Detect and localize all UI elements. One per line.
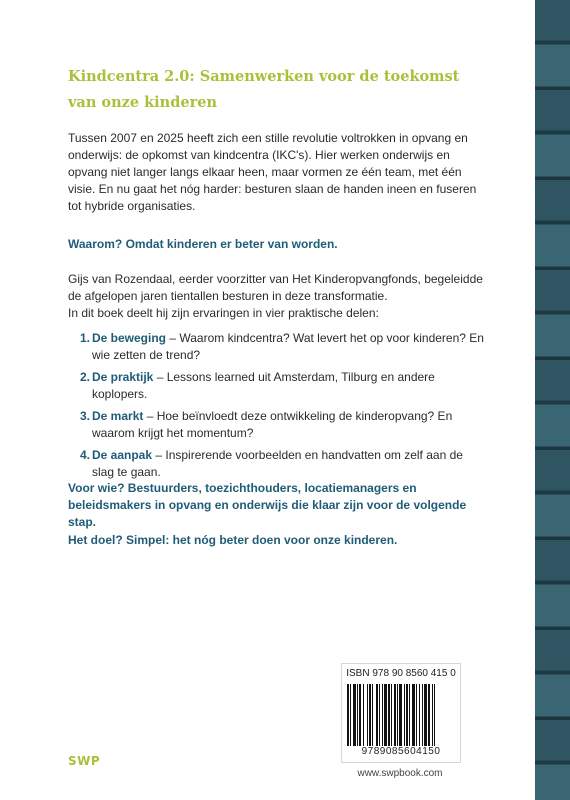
barcode-bar (397, 684, 398, 746)
barcode-bar (359, 684, 361, 746)
book-title-line-2: van onze kinderen (68, 94, 218, 111)
barcode-bar (369, 684, 371, 746)
barcode-bar (379, 684, 380, 746)
list-item (68, 369, 488, 403)
barcode-bar (409, 684, 410, 746)
website-url: www.swpbook.com (357, 768, 443, 779)
barcode-bar (406, 684, 408, 746)
list-text: – Lessons learned uit Amsterdam, Tilburg en andere koplopers. (92, 370, 435, 401)
list-text: – Inspirerende voorbeelden en handvatten om zelf aan de slag te gaan. (92, 448, 463, 479)
barcode-bar (424, 684, 427, 746)
list-term: De markt (92, 409, 144, 423)
barcode-digits: 9789085604150 (361, 746, 441, 757)
audience-statement: Voor wie? Bestuurders, toezichthouders, locatiemanagers en beleidsmakers in opvang en onderwijs die klaar zijn voor de volgende stap. (68, 481, 467, 529)
barcode-bar (391, 684, 392, 746)
barcode-bar (384, 684, 387, 746)
list-term: De aanpak (92, 448, 153, 462)
isbn-label: ISBN 978 90 8560 415 0 (346, 668, 456, 679)
barcode-bar (367, 684, 368, 746)
list-number: 1. (80, 331, 91, 345)
book-title (68, 64, 508, 116)
barcode-bar (412, 684, 415, 746)
book-intro: In dit boek deelt hij zijn ervaringen in vier praktische delen: (68, 306, 379, 320)
barcode-bar (399, 684, 402, 746)
list-term: De praktijk (92, 370, 154, 384)
isbn-barcode-box (341, 663, 461, 763)
list-number: 3. (80, 409, 91, 423)
barcode-graphic (347, 684, 455, 746)
barcode-bar (422, 684, 423, 746)
wood-spine-strip (535, 0, 570, 800)
barcode-bar (428, 684, 430, 746)
list-term: De beweging (92, 331, 167, 345)
author-paragraph: Gijs van Rozendaal, eerder voorzitter van Het Kinderopvangfonds, begeleidde de afgelopen jaren tientallen besturen in deze transformatie. (68, 272, 483, 303)
list-item (68, 447, 488, 481)
goal-statement: Het doel? Simpel: het nóg beter doen voor onze kinderen. (68, 533, 398, 547)
parts-list (68, 330, 488, 481)
barcode-bar (432, 684, 433, 746)
barcode-bar (372, 684, 373, 746)
barcode-bar (353, 684, 356, 746)
intro-paragraph: Tussen 2007 en 2025 heeft zich een stille revolutie voltrokken in opvang en onderwijs: de opkomst van kindcentra (IKC's). Hier werken onderwijs en opvang niet langer langs elkaar heen, maar vormen ze één team, met één visie. En nu gaat het nóg harder: besturen slaan de handen ineen en fuseren tot hybride organisaties. (68, 131, 477, 213)
barcode-bar (419, 684, 420, 746)
list-number: 2. (80, 370, 91, 384)
publisher-logo: SWP (68, 754, 101, 768)
list-item (68, 330, 488, 364)
barcode-bar (434, 684, 435, 746)
barcode-bar (376, 684, 378, 746)
barcode-bar (416, 684, 417, 746)
barcode-bar (357, 684, 358, 746)
barcode-bar (350, 684, 351, 746)
barcode-bar (394, 684, 396, 746)
list-number: 4. (80, 448, 91, 462)
barcode-bar (363, 684, 364, 746)
barcode-bar (404, 684, 405, 746)
list-item (68, 408, 488, 442)
list-text: – Waarom kindcentra? Wat levert het op voor kinderen? En wie zetten de trend? (92, 331, 484, 362)
barcode-bar (347, 684, 349, 746)
barcode-bar (388, 684, 390, 746)
why-statement: Waarom? Omdat kinderen er beter van worden. (68, 237, 338, 251)
book-title-line-1: Kindcentra 2.0: Samenwerken voor de toekomst (68, 68, 460, 85)
barcode-bar (382, 684, 383, 746)
list-text: – Hoe beïnvloedt deze ontwikkeling de kinderopvang? En waarom krijgt het momentum? (92, 409, 453, 440)
